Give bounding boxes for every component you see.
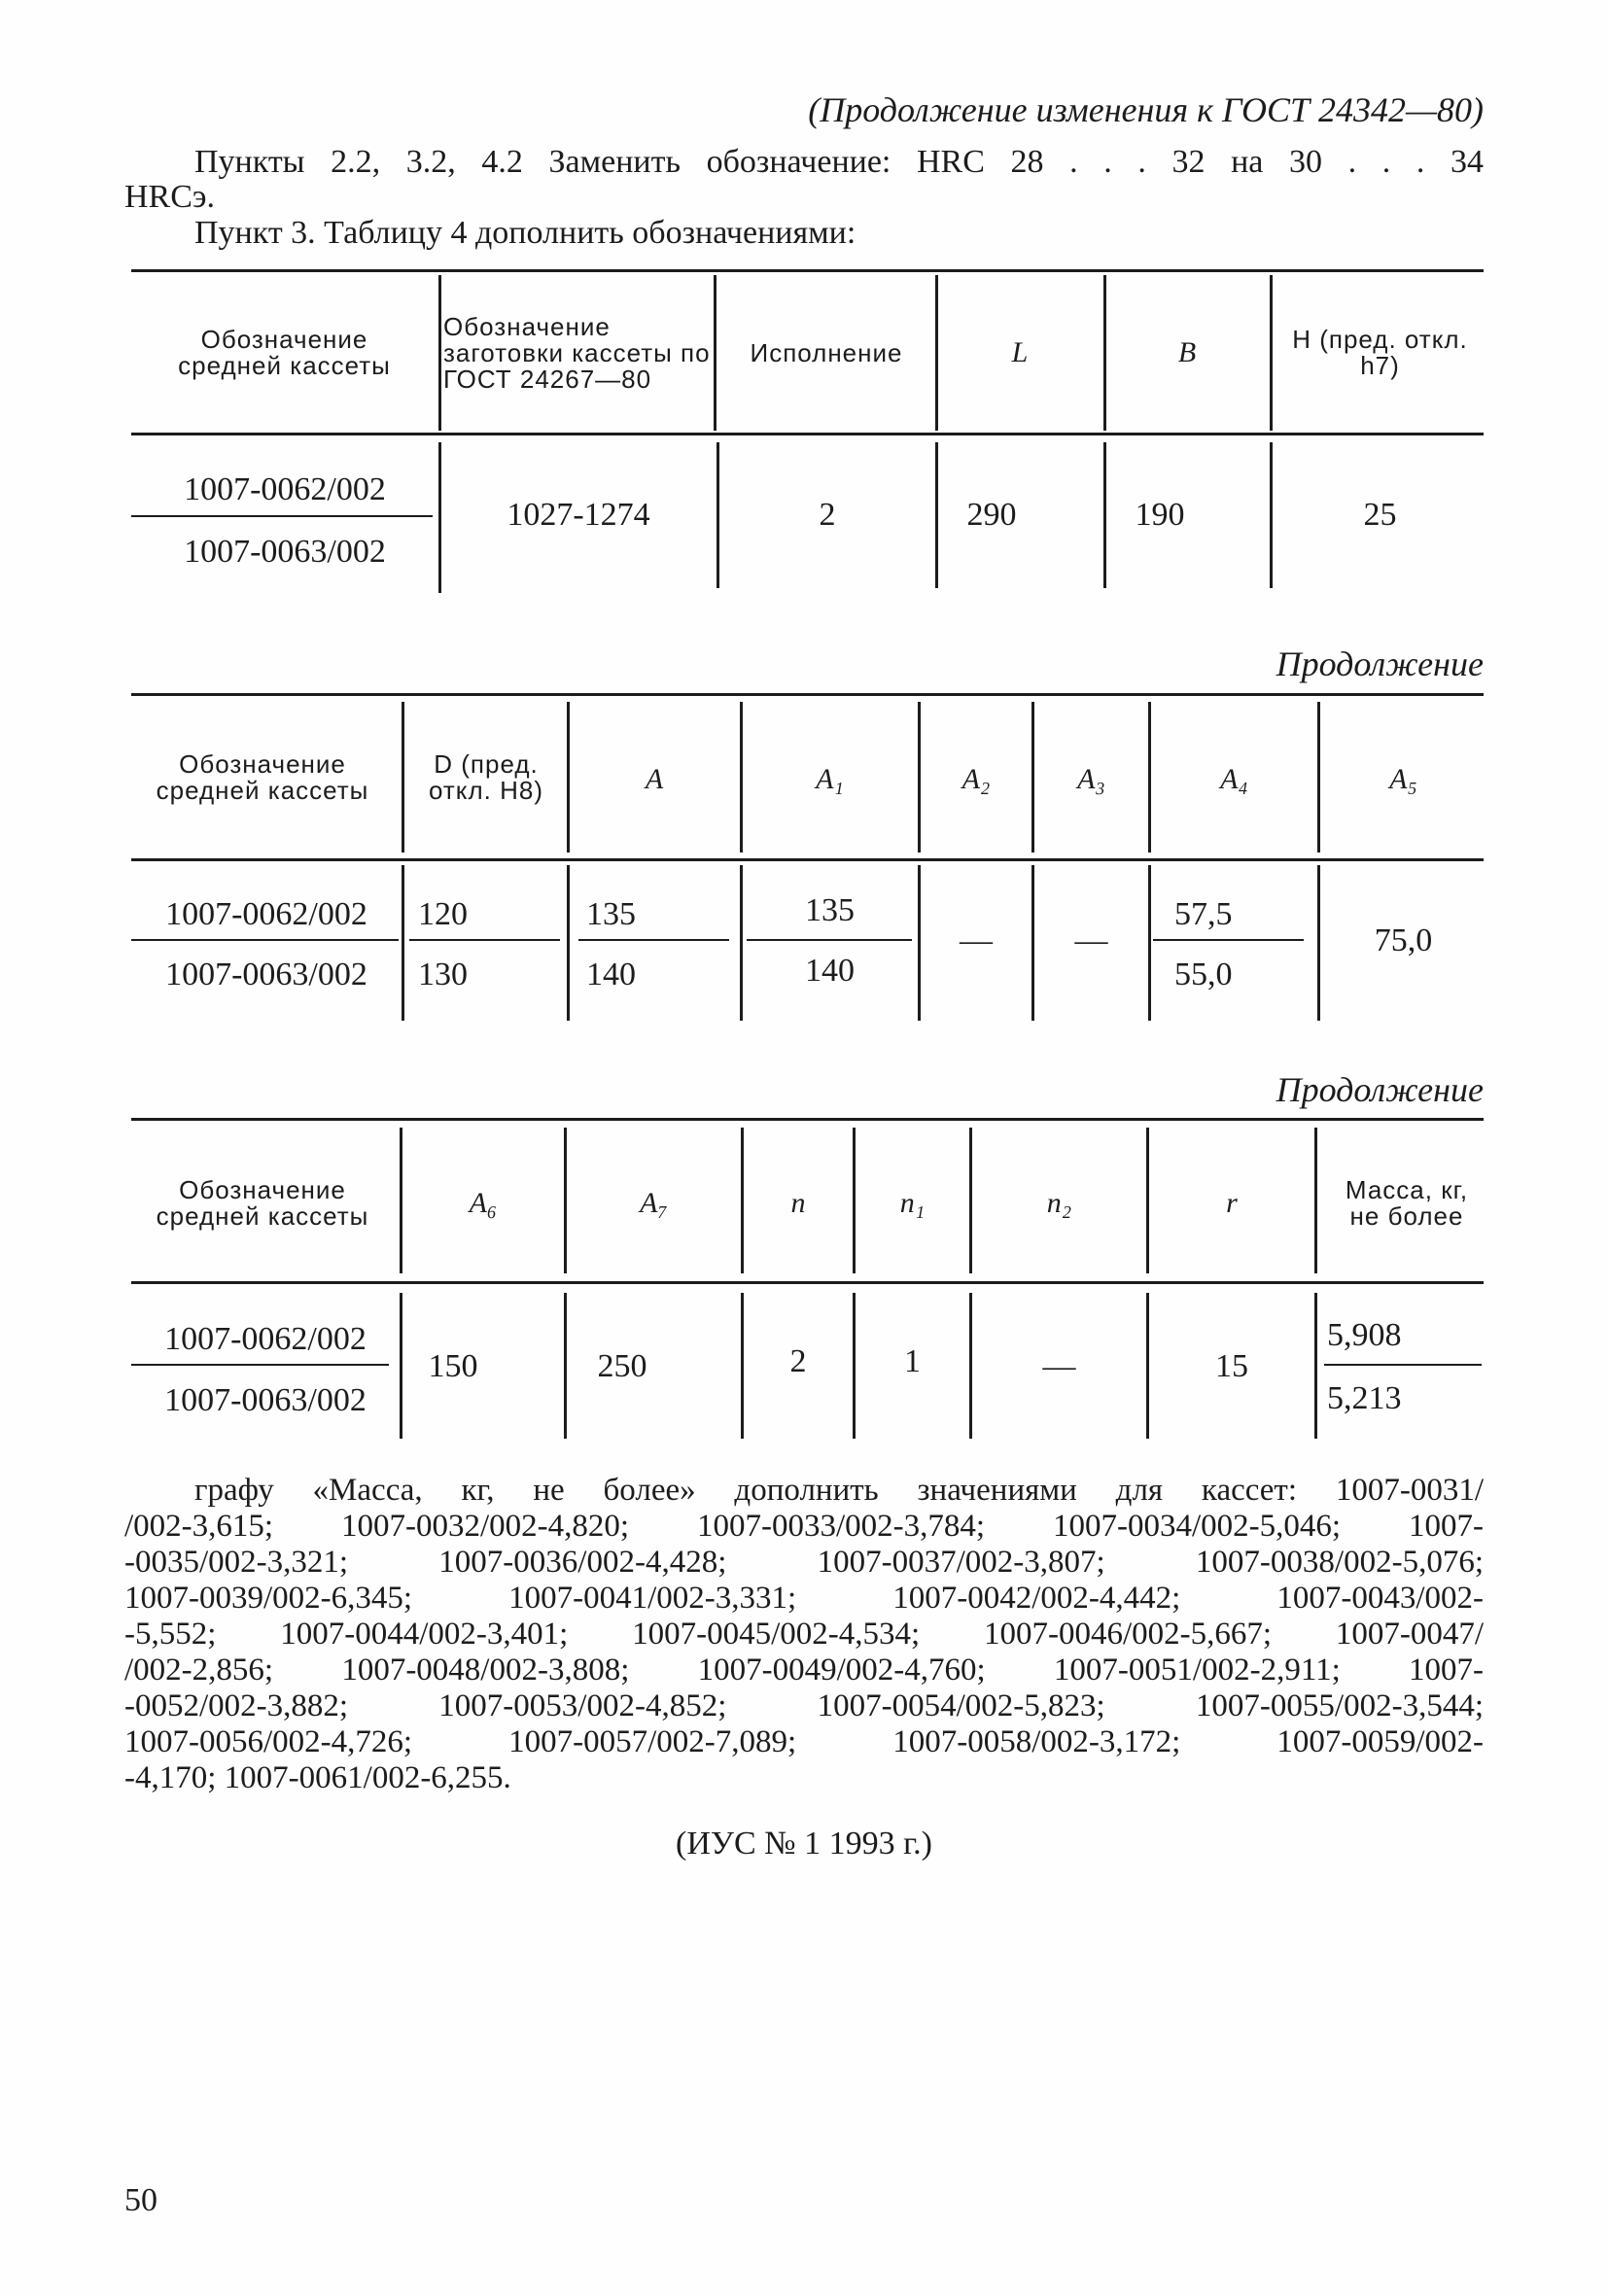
intro-line-2: Пункт 3. Таблицу 4 дополнить обозначениями: [194, 215, 856, 251]
t1-header-designation: Обозначение средней кассеты [178, 325, 391, 380]
paragraph-line: 1007-0056/002-4,726; 1007-0057/002-7,089; 1007-0058/002-3,172; 1007-0059/002- [124, 1724, 1484, 1759]
t3-n1: 1 [904, 1343, 921, 1379]
ius-reference: (ИУС № 1 1993 г.) [676, 1826, 932, 1861]
t2-row2-A1: 140 [805, 953, 855, 989]
t2-row2-designation: 1007-0063/002 [165, 957, 367, 992]
t2-row2-D: 130 [418, 957, 468, 992]
t2-header-A: A [645, 763, 664, 795]
t2-A2: — [960, 922, 993, 958]
continuation-label-2: Продолжение [1276, 1070, 1484, 1109]
paragraph-line: -0052/002-3,882; 1007-0053/002-4,852; 1007-0054/002-5,823; 1007-0055/002-3,544; [124, 1688, 1484, 1723]
t3-header-n: n [790, 1187, 806, 1219]
t3-row2-mass: 5,213 [1327, 1380, 1402, 1416]
continuation-label-1: Продолжение [1276, 644, 1484, 683]
t1-version: 2 [819, 497, 836, 533]
t2-header-designation: Обозначение средней кассеты [156, 749, 369, 805]
t3-row1-designation: 1007-0062/002 [164, 1321, 367, 1357]
intro-line-1b: HRCэ. [124, 179, 216, 215]
t1-header-H: H (пред. откл. h7) [1292, 325, 1468, 380]
t3-r: 15 [1215, 1348, 1248, 1384]
t2-header-A5: A₅ [1389, 763, 1417, 795]
t1-header-version: Исполнение [750, 337, 903, 367]
paragraph-line: /002-3,615; 1007-0032/002-4,820; 1007-0033/002-3,784; 1007-0034/002-5,046; 1007- [124, 1509, 1484, 1544]
t1-header-L: L [1011, 336, 1029, 368]
t2-row2-A4: 55,0 [1174, 957, 1233, 992]
paragraph-line: -0035/002-3,321; 1007-0036/002-4,428; 1007-0037/002-3,807; 1007-0038/002-5,076; [124, 1545, 1484, 1580]
t1-header-blank: Обозначение заготовки кассеты по ГОСТ 24267—80 [443, 311, 711, 394]
t2-row2-A: 140 [586, 957, 636, 992]
t2-row1-A: 135 [586, 896, 636, 932]
t2-header-A2: A₂ [961, 763, 991, 795]
t2-header-A1: A₁ [816, 763, 844, 795]
t3-header-mass: Масса, кг, не более [1345, 1175, 1469, 1231]
t2-header-A3: A₃ [1077, 763, 1105, 795]
t2-header-D: D (пред. откл. H8) [429, 749, 543, 805]
page-number: 50 [124, 2182, 157, 2218]
t1-B: 190 [1135, 497, 1185, 533]
t2-row1-D: 120 [418, 896, 468, 932]
t2-row1-designation: 1007-0062/002 [165, 896, 367, 932]
t3-header-A6: A₆ [469, 1187, 498, 1219]
t3-A7: 250 [597, 1348, 647, 1384]
paragraph-line: /002-2,856; 1007-0048/002-3,808; 1007-0049/002-4,760; 1007-0051/002-2,911; 1007- [124, 1652, 1484, 1687]
paragraph-line: 1007-0039/002-6,345; 1007-0041/002-3,331; 1007-0042/002-4,442; 1007-0043/002- [124, 1581, 1484, 1616]
paragraph-line: -4,170; 1007-0061/002-6,255. [124, 1760, 511, 1795]
t2-header-A4: A₄ [1220, 763, 1248, 795]
t3-n: 2 [789, 1343, 807, 1379]
t1-header-B: B [1177, 336, 1197, 368]
t2-row1-A4: 57,5 [1174, 896, 1233, 932]
t3-row1-mass: 5,908 [1327, 1317, 1402, 1353]
t1-L: 290 [966, 497, 1017, 533]
paragraph-line: -5,552; 1007-0044/002-3,401; 1007-0045/002-4,534; 1007-0046/002-5,667; 1007-0047/ [124, 1617, 1484, 1652]
t1-blank: 1027-1274 [507, 497, 650, 533]
t3-row2-designation: 1007-0063/002 [164, 1382, 367, 1418]
paragraph-line: графу «Масса, кг, не более» дополнить значениями для кассет: 1007-0031/ [194, 1473, 1484, 1508]
continuation-header: (Продолжение изменения к ГОСТ 24342—80) [808, 90, 1484, 129]
t2-A5: 75,0 [1374, 922, 1433, 958]
t1-row2-designation: 1007-0063/002 [184, 534, 386, 570]
t3-header-A7: A₇ [640, 1187, 668, 1219]
t3-header-n2: n₂ [1046, 1187, 1072, 1219]
t3-header-r: r [1226, 1187, 1238, 1219]
t2-row1-A1: 135 [805, 892, 855, 928]
t2-A3: — [1074, 922, 1108, 958]
intro-line-1: Пункты 2.2, 3.2, 4.2 Заменить обозначение: HRC 28 . . . 32 на 30 . . . 34 [194, 144, 1484, 180]
t1-row1-designation: 1007-0062/002 [184, 471, 386, 507]
t3-header-designation: Обозначение средней кассеты [156, 1175, 369, 1231]
t1-H: 25 [1363, 497, 1397, 533]
t3-header-n1: n₁ [899, 1187, 926, 1219]
t3-n2: — [1042, 1348, 1076, 1384]
t3-A6: 150 [428, 1348, 478, 1384]
